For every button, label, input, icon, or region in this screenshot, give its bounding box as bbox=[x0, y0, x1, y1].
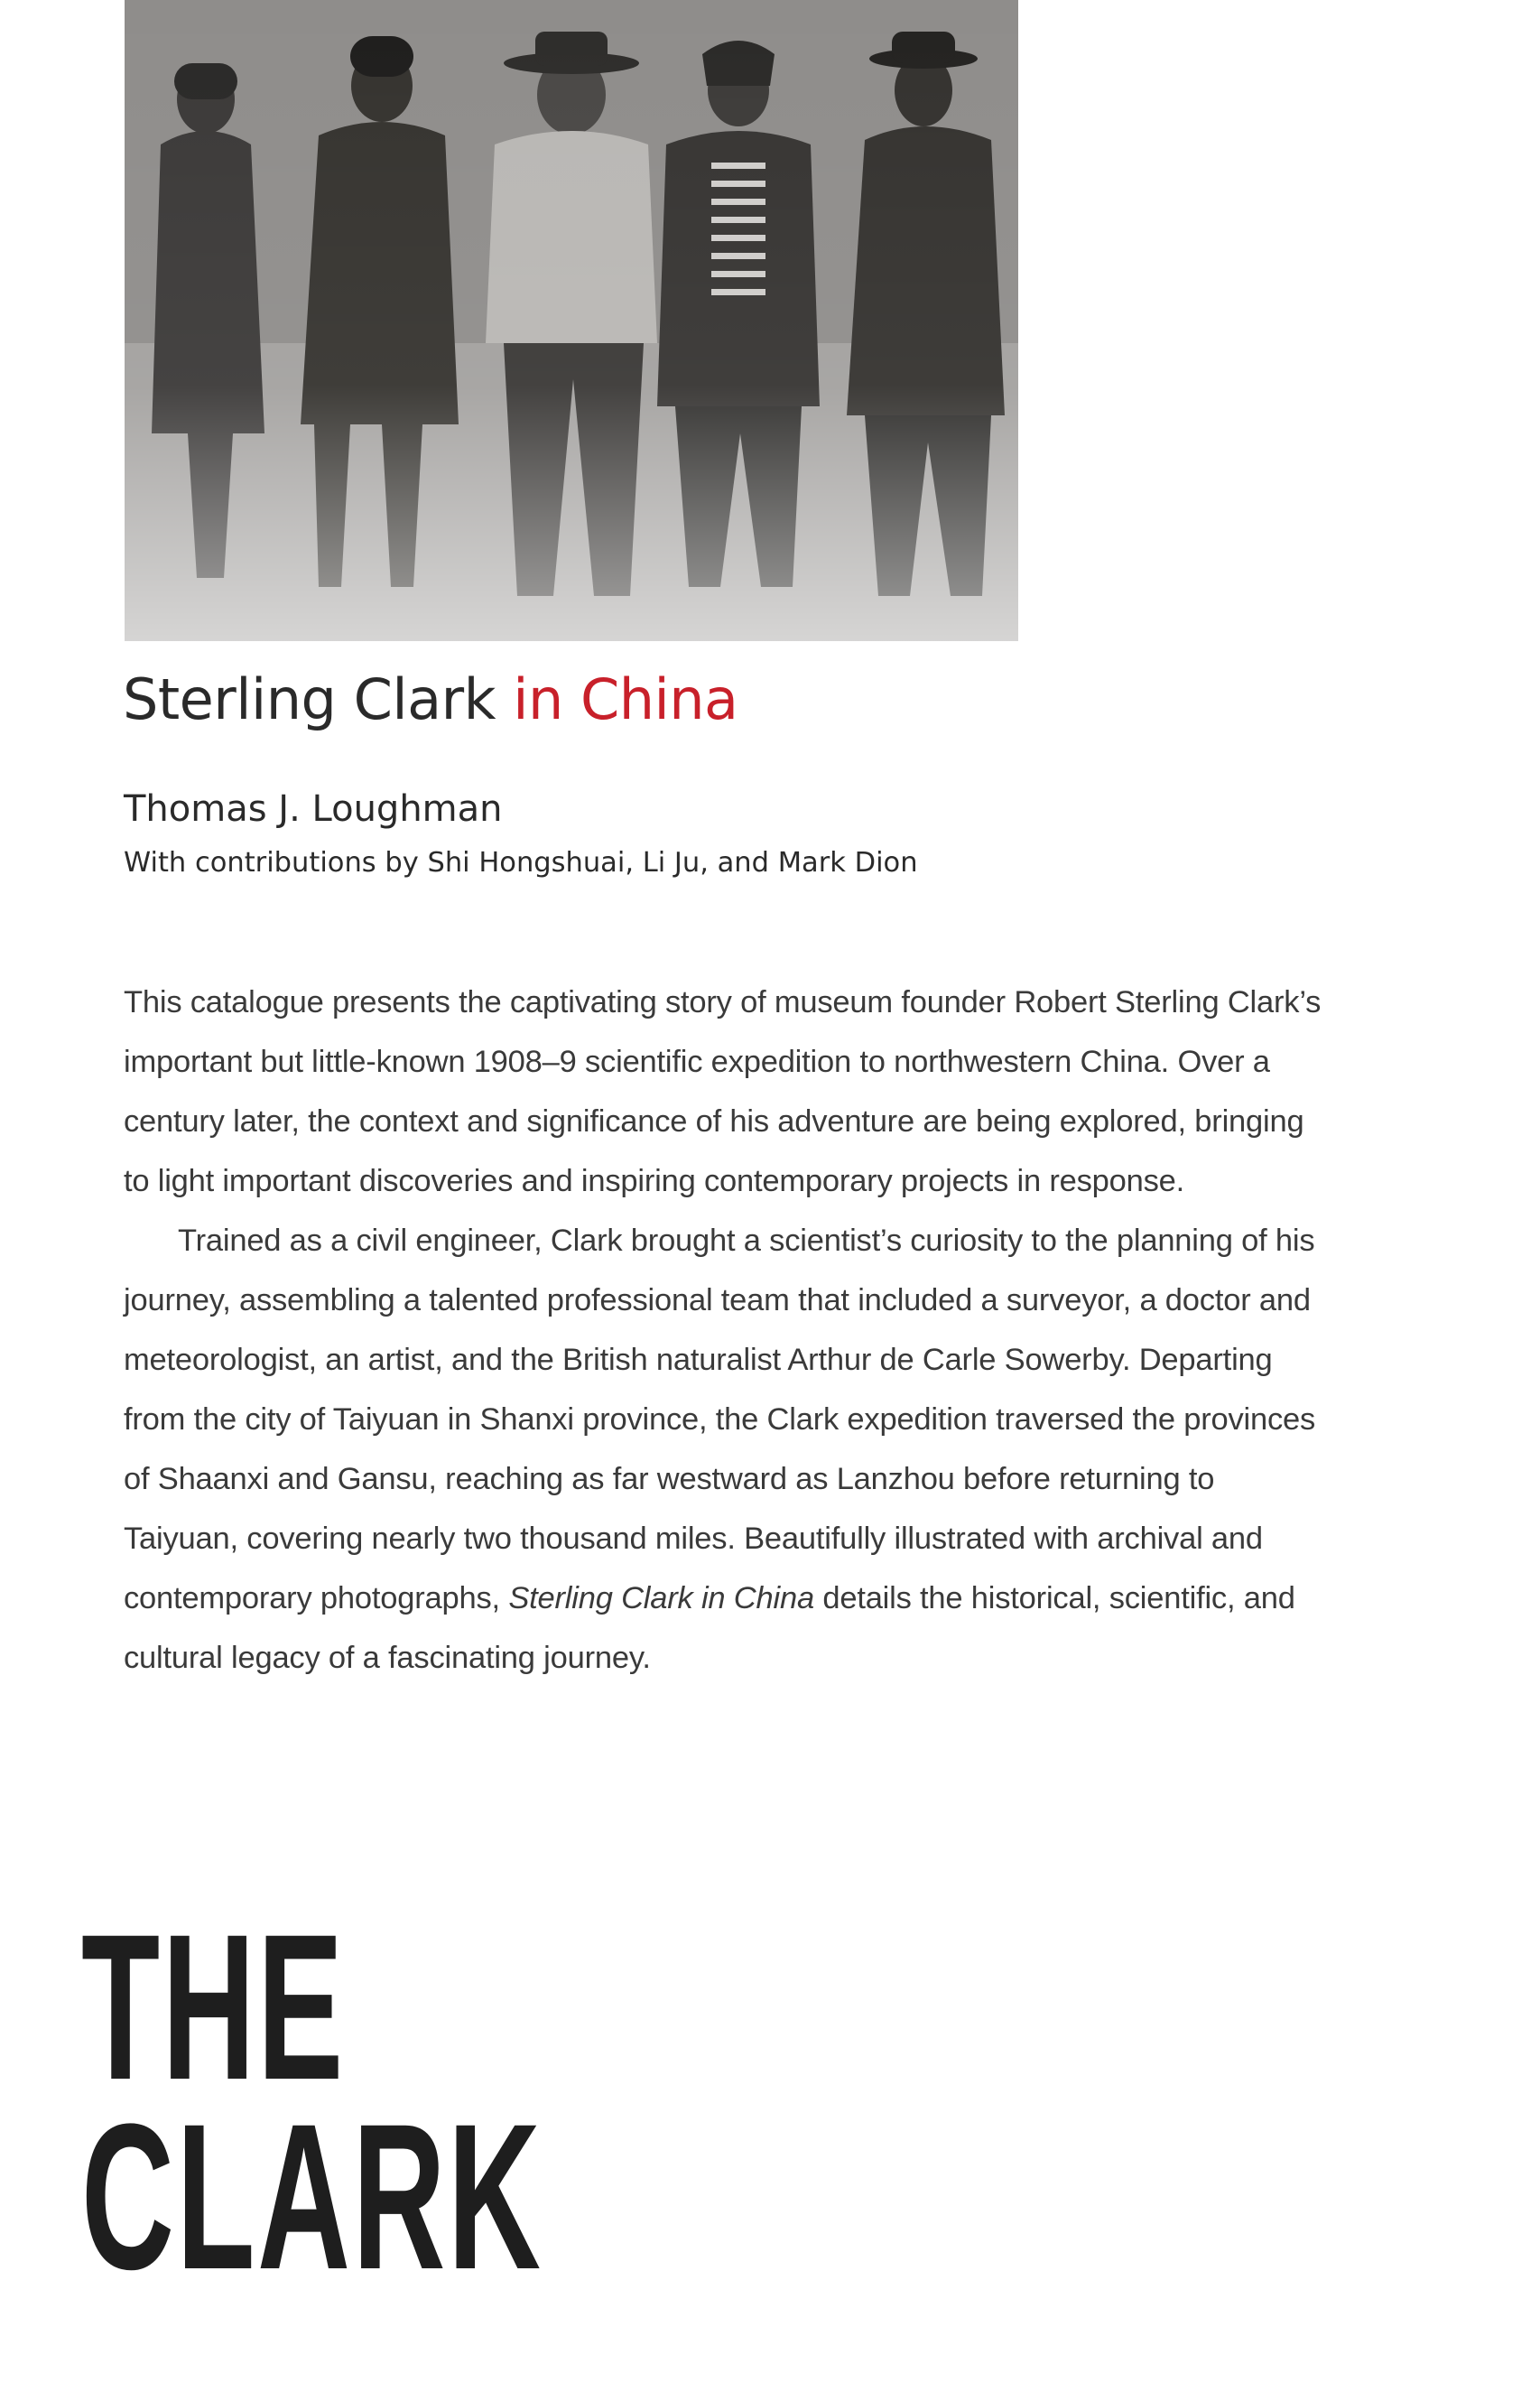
title-main: Sterling Clark bbox=[123, 666, 496, 732]
the-clark-logo bbox=[81, 1891, 543, 2313]
contributors-line: With contributions by Shi Hongshuai, Li Ju, and Mark Dion bbox=[124, 847, 918, 879]
book-title bbox=[123, 666, 738, 732]
expedition-photo bbox=[125, 0, 1018, 641]
logo-line-1: THE bbox=[81, 1891, 346, 2123]
paragraph-2-book-title: Sterling Clark in China bbox=[508, 1581, 814, 1615]
expedition-photo-illustration bbox=[125, 0, 1018, 641]
title-accent: in China bbox=[496, 666, 738, 732]
paragraph-2-text-end: details the historical, scientific, and cultural legacy of a fascinating journey. bbox=[124, 1581, 1295, 1675]
description-text bbox=[124, 973, 1333, 1688]
logo-line-2: CLARK bbox=[81, 2080, 543, 2313]
description-paragraph-2 bbox=[124, 1211, 1333, 1688]
paragraph-2-text-start: Trained as a civil engineer, Clark brought a scientist’s curiosity to the planning of his journey, assembling a talented professional team that included a surveyor, a doctor and meteorologist, an artist, and the British naturalist Arthur de Carle Sowerby. Departing from the city of Taiyuan in Shanxi province, the Clark expedition traversed the provinces of Shaanxi and Gansu, reaching as far westward as Lanzhou before returning to Taiyuan, covering nearly two thousand miles. Beautifully illustrated with archival and contemporary photographs, bbox=[124, 1224, 1316, 1615]
description-paragraph-1: This catalogue presents the captivating story of museum founder Robert Sterling Clark’s important but little-known 1908–9 scientific expedition to northwestern China. Over a century later, the context and significance of his adventure are being explored, bringing to light important discoveries and inspiring contemporary projects in response. bbox=[124, 985, 1322, 1198]
author-name: Thomas J. Loughman bbox=[124, 788, 503, 830]
